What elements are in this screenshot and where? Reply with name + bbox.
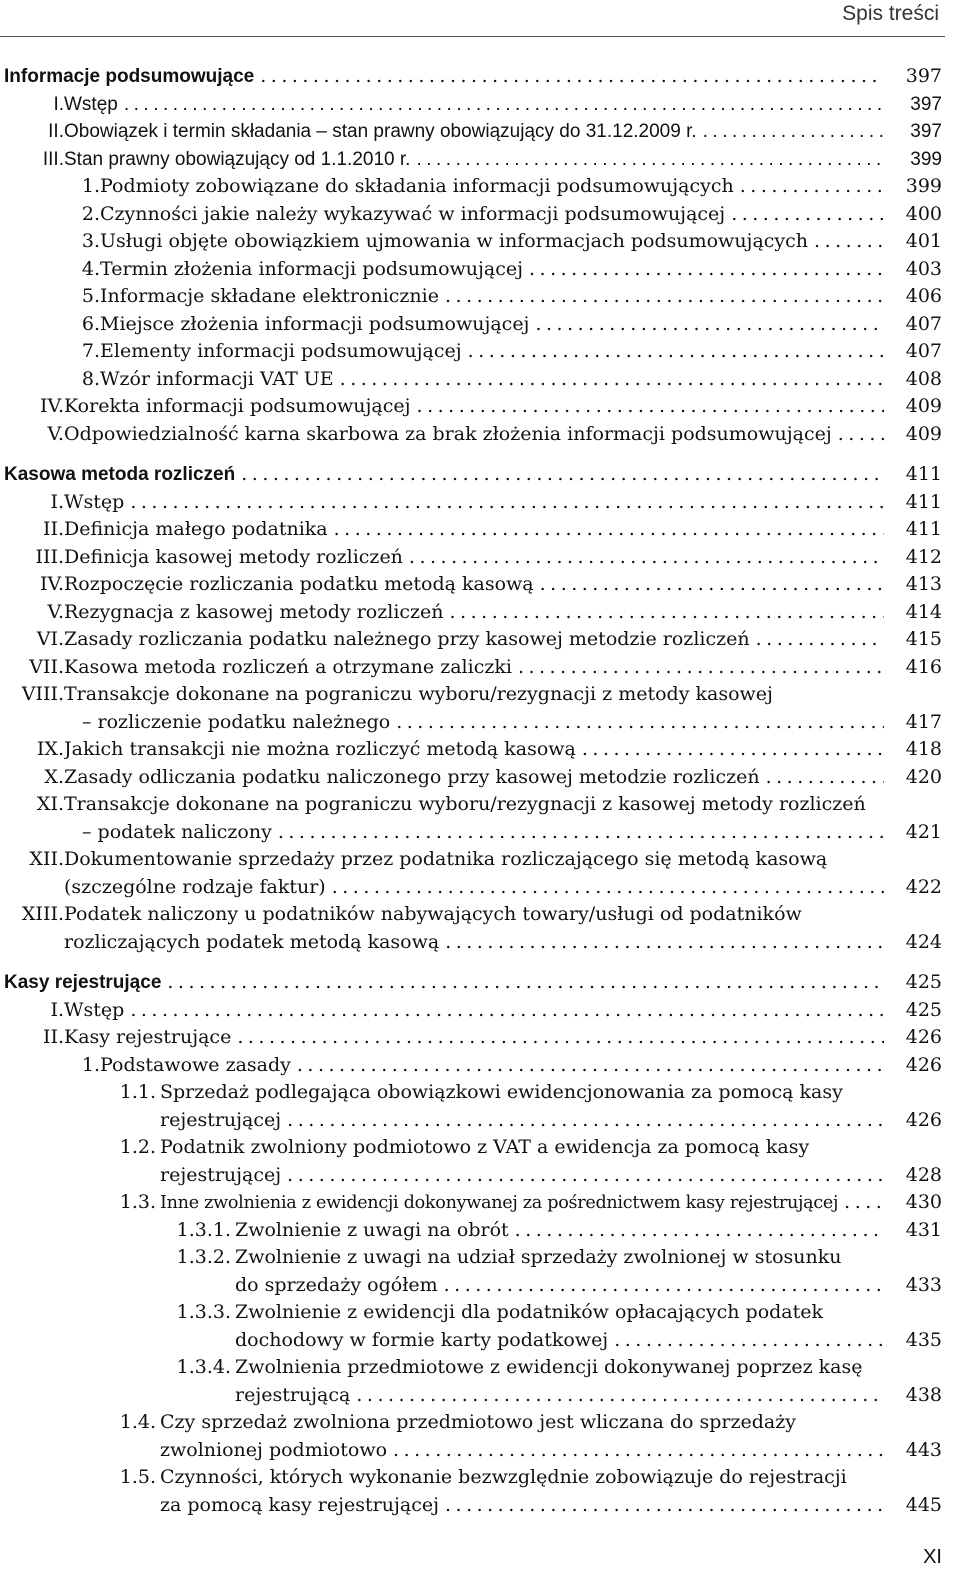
entry-number: III.: [35, 545, 64, 568]
toc-entry[interactable]: [4, 626, 942, 654]
page-number: 426: [905, 1053, 942, 1076]
entry-text: Miejsce złożenia informacji podsumowującej: [100, 312, 530, 335]
entry-number: 1.3.2.: [176, 1246, 231, 1268]
page-number: 406: [905, 285, 942, 307]
entry-text: Czy sprzedaż zwolniona przedmiotowo jest wliczana do sprzedaży: [160, 1411, 796, 1433]
page-number: 445: [905, 1493, 942, 1516]
entry-body: [64, 516, 942, 544]
dot-leader: [814, 228, 884, 256]
entry-body: [64, 626, 942, 654]
entry-body: [160, 1464, 942, 1519]
toc-line: [100, 228, 942, 256]
entry-text: Rezygnacja z kasowej metody rozliczeń: [64, 600, 444, 623]
toc-line: [4, 461, 942, 489]
entry-text: Informacje składane elektronicznie: [100, 285, 439, 307]
entry-number: IX.: [36, 738, 64, 760]
entry-text: Termin złożenia informacji podsumowującej: [100, 257, 524, 280]
entry-body: [64, 146, 942, 174]
dot-leader: [740, 173, 884, 201]
entry-body: [235, 1217, 942, 1245]
entry-body: [64, 91, 942, 119]
page-number: 435: [905, 1328, 942, 1351]
dot-leader: [393, 1437, 884, 1465]
entry-body: [64, 571, 942, 599]
toc-line: [4, 969, 942, 997]
entry-number: X.: [44, 765, 64, 788]
page-number: 412: [905, 545, 942, 568]
entry-text: Zwolnienia przedmiotowe z ewidencji dokonywanej poprzez kasę: [235, 1356, 863, 1378]
entry-number: IV.: [40, 395, 64, 417]
page-number: 428: [905, 1163, 942, 1186]
toc-line: [235, 1217, 942, 1245]
toc-entry[interactable]: [4, 1217, 942, 1245]
entry-text: Podatnik zwolniony podmiotowo z VAT a ewidencja za pomocą kasy: [160, 1136, 810, 1158]
table-of-contents: [4, 63, 942, 1532]
entry-text: za pomocą kasy rejestrującej: [160, 1493, 439, 1516]
dot-leader: [334, 516, 884, 544]
toc-line: [64, 599, 942, 627]
dot-leader: [287, 1162, 884, 1190]
entry-body: [64, 997, 942, 1025]
toc-entry[interactable]: [4, 118, 942, 146]
entry-body: [64, 764, 942, 792]
entry-body: [160, 1079, 942, 1134]
entry-text: Zasady rozliczania podatku należnego przy kasowej metodzie rozliczeń: [64, 628, 750, 650]
entry-text: Kasy rejestrujące: [64, 1026, 232, 1048]
section-title: Informacje podsumowujące: [4, 66, 255, 87]
toc-line: [100, 338, 942, 366]
toc-entry[interactable]: [4, 173, 942, 201]
toc-entry[interactable]: [4, 791, 942, 846]
entry-number: 8.: [81, 367, 100, 390]
entry-number: 1.4.: [119, 1411, 156, 1433]
entry-text: Czynności, których wykonanie bezwzględnie zobowiązuje do rejestracji: [160, 1466, 847, 1488]
section-title: Kasy rejestrujące: [4, 972, 162, 993]
page-number: 397: [905, 65, 942, 87]
entry-number: 1.3.: [119, 1191, 156, 1213]
page-number: 411: [905, 490, 942, 513]
toc-entry[interactable]: [4, 146, 942, 174]
entry-body: [64, 654, 942, 682]
page-number: 433: [905, 1273, 942, 1296]
entry-body: [160, 1409, 942, 1464]
entry-text: Wstęp: [64, 93, 118, 115]
toc-entry[interactable]: [4, 393, 942, 421]
page-number: 411: [905, 463, 942, 485]
dot-leader: [838, 421, 884, 449]
dot-leader: [124, 91, 884, 119]
toc-entry[interactable]: [4, 1299, 942, 1354]
entry-number: III.: [42, 148, 64, 170]
toc-line: [64, 118, 942, 146]
toc-entry[interactable]: [4, 1464, 942, 1519]
entry-text: Podatek naliczony u podatników nabywających towary/usługi od podatników: [64, 903, 802, 925]
section-title-row[interactable]: [4, 63, 942, 91]
page-number: 420: [905, 765, 942, 788]
toc-line: [64, 626, 942, 654]
entry-text: Definicja kasowej metody rozliczeń: [64, 545, 403, 568]
dot-leader: [515, 1217, 884, 1245]
entry-text: Czynności jakie należy wykazywać w informacji podsumowującej: [100, 202, 726, 225]
entry-number: 2.: [81, 202, 100, 225]
entry-text: Inne zwolnienia z ewidencji dokonywanej za pośrednictwem kasy rejestrującej: [160, 1193, 839, 1213]
dot-leader: [445, 929, 884, 957]
toc-line: [64, 654, 942, 682]
page-number: 417: [905, 710, 942, 733]
entry-body: [100, 173, 942, 201]
toc-entry[interactable]: [4, 256, 942, 284]
entry-number: I.: [53, 93, 64, 115]
toc-entry[interactable]: [4, 228, 942, 256]
toc-entry[interactable]: [4, 1079, 942, 1134]
toc-entry[interactable]: [4, 1052, 942, 1080]
entry-text: do sprzedaży ogółem: [235, 1273, 438, 1296]
dot-leader: [468, 338, 884, 366]
entry-text: Zwolnienie z uwagi na obrót: [235, 1218, 509, 1241]
entry-text: Wstęp: [64, 490, 125, 513]
section-title-row[interactable]: [4, 461, 942, 489]
entry-number: V.: [47, 422, 64, 445]
entry-number: VII.: [29, 655, 64, 678]
dot-leader: [756, 626, 884, 654]
entry-number: I.: [50, 998, 64, 1021]
toc-entry[interactable]: [4, 338, 942, 366]
toc-entry[interactable]: [4, 736, 942, 764]
page-number: 399: [910, 148, 942, 170]
entry-body: [160, 1134, 942, 1189]
toc-line: [100, 366, 942, 394]
entry-text: Wzór informacji VAT UE: [100, 367, 334, 390]
entry-body: [100, 366, 942, 394]
entry-text: Sprzedaż podlegająca obowiązkowi ewidencjonowania za pomocą kasy: [160, 1081, 843, 1103]
entry-text: Zwolnienie z ewidencji dla podatników opłacających podatek: [235, 1301, 824, 1323]
entry-number: I.: [50, 490, 64, 513]
page-number: 443: [905, 1438, 942, 1461]
page-number: 409: [905, 395, 942, 417]
toc-entry[interactable]: [4, 1354, 942, 1409]
entry-text: Obowiązek i termin składania – stan prawny obowiązujący do 31.12.2009 r.: [64, 121, 697, 142]
page-number: 431: [905, 1218, 942, 1241]
dot-leader: [445, 1492, 884, 1520]
toc-line: [64, 544, 942, 572]
dot-leader: [614, 1327, 884, 1355]
entry-body: [235, 1244, 942, 1299]
page-number: 415: [905, 628, 942, 650]
entry-text: – rozliczenie podatku należnego: [82, 710, 391, 733]
dot-leader: [766, 764, 884, 792]
toc-line: [64, 709, 942, 737]
entry-text: Korekta informacji podsumowującej: [64, 395, 411, 417]
entry-text: rejestrującej: [160, 1163, 282, 1186]
toc-entry[interactable]: [4, 1134, 942, 1189]
dot-leader: [260, 63, 884, 91]
entry-body: [64, 599, 942, 627]
page-number: 414: [905, 600, 942, 623]
toc-entry[interactable]: [4, 489, 942, 517]
toc-line: [64, 997, 942, 1025]
page-number: 422: [905, 875, 942, 898]
toc-entry[interactable]: [4, 1024, 942, 1052]
toc-line: [160, 1162, 942, 1190]
dot-leader: [396, 709, 884, 737]
toc-line: [160, 1437, 942, 1465]
dot-leader: [167, 969, 884, 997]
toc-entry[interactable]: [4, 201, 942, 229]
page-number: 407: [905, 312, 942, 335]
toc-line: [100, 256, 942, 284]
entry-body: [64, 736, 942, 764]
toc-line: [100, 283, 942, 311]
entry-text: Kasowa metoda rozliczeń a otrzymane zaliczki: [64, 655, 512, 678]
toc-line: [64, 393, 942, 421]
toc-entry[interactable]: [4, 997, 942, 1025]
toc-line: [4, 63, 942, 91]
dot-leader: [409, 544, 884, 572]
dot-leader: [332, 874, 884, 902]
entry-body: [64, 489, 942, 517]
page-number: 426: [905, 1108, 942, 1131]
entry-number: 1.3.3.: [176, 1301, 231, 1323]
toc-line: [64, 571, 942, 599]
entry-text: Wstęp: [64, 998, 125, 1021]
entry-text: Transakcje dokonane na pograniczu wyboru/rezygnacji z metody kasowej: [64, 683, 773, 705]
entry-number: 1.: [81, 175, 100, 197]
toc-entry[interactable]: [4, 516, 942, 544]
page-number: 425: [905, 998, 942, 1021]
section-title: Kasowa metoda rozliczeń: [4, 464, 236, 485]
entry-body: [64, 421, 942, 449]
toc-line: [64, 819, 942, 847]
entry-body: [64, 681, 942, 736]
entry-number: 1.3.1.: [176, 1218, 231, 1241]
toc-line: [100, 201, 942, 229]
page-number: 426: [905, 1026, 942, 1048]
entry-number: II.: [42, 518, 64, 540]
toc-entry[interactable]: [4, 1189, 942, 1217]
toc-line: [100, 1052, 942, 1080]
entry-number: VI.: [36, 628, 64, 650]
entry-body: [100, 1052, 942, 1080]
toc-line: [64, 421, 942, 449]
entry-body: [100, 283, 942, 311]
toc-entry[interactable]: [4, 764, 942, 792]
entry-body: [100, 338, 942, 366]
toc-section: [4, 461, 942, 956]
dot-leader: [445, 283, 884, 311]
toc-line: [100, 311, 942, 339]
dot-leader: [241, 461, 884, 489]
dot-leader: [130, 997, 884, 1025]
dot-leader: [703, 118, 884, 146]
page-number: 397: [910, 93, 942, 115]
dot-leader: [237, 1024, 884, 1052]
page-number: 408: [905, 367, 942, 390]
entry-text: rejestrującą: [235, 1383, 351, 1406]
dot-leader: [130, 489, 884, 517]
toc-line: [64, 146, 942, 174]
toc-line: [235, 1272, 942, 1300]
dot-leader: [417, 393, 884, 421]
toc-entry[interactable]: [4, 366, 942, 394]
dot-leader: [535, 311, 884, 339]
toc-line: [64, 516, 942, 544]
entry-text: (szczególne rodzaje faktur): [64, 875, 326, 898]
dot-leader: [540, 571, 884, 599]
entry-number: VIII.: [21, 683, 64, 705]
toc-line: [160, 1492, 942, 1520]
dot-leader: [731, 201, 884, 229]
entry-body: [64, 1024, 942, 1052]
entry-number: 1.5.: [119, 1466, 156, 1488]
entry-body: [64, 393, 942, 421]
entry-number: II.: [42, 1026, 64, 1048]
page-number: XI: [923, 1546, 942, 1568]
entry-number: 4.: [81, 257, 100, 280]
page-number: 411: [905, 518, 942, 540]
dot-leader: [529, 256, 884, 284]
toc-line: [64, 929, 942, 957]
entry-text: Usługi objęte obowiązkiem ujmowania w informacjach podsumowujących: [100, 230, 809, 252]
running-header-title: Spis treści: [842, 2, 939, 25]
toc-entry[interactable]: [4, 421, 942, 449]
section-title-row[interactable]: [4, 969, 942, 997]
page-number: 430: [905, 1191, 942, 1213]
page-number: 438: [905, 1383, 942, 1406]
entry-text: rejestrującej: [160, 1108, 282, 1131]
entry-text: Rozpoczęcie rozliczania podatku metodą kasową: [64, 573, 534, 595]
toc-entry[interactable]: [4, 681, 942, 736]
entry-text: Transakcje dokonane na pograniczu wyboru/rezygnacji z kasowej metody rozliczeń: [64, 793, 866, 815]
entry-text: dochodowy w formie karty podatkowej: [235, 1328, 609, 1351]
entry-body: [160, 1189, 942, 1217]
toc-line: [160, 1107, 942, 1135]
toc-entry[interactable]: [4, 599, 942, 627]
toc-entry[interactable]: [4, 544, 942, 572]
entry-text: zwolnionej podmiotowo: [160, 1438, 388, 1461]
entry-body: [100, 256, 942, 284]
toc-entry[interactable]: [4, 846, 942, 901]
toc-line: [100, 173, 942, 201]
dot-leader: [278, 819, 884, 847]
toc-line: [64, 1024, 942, 1052]
entry-text: Dokumentowanie sprzedaży przez podatnika rozliczającego się metodą kasową: [64, 848, 828, 870]
toc-entry[interactable]: [4, 654, 942, 682]
entry-body: [64, 118, 942, 146]
page-number: 424: [905, 930, 942, 953]
dot-leader: [287, 1107, 884, 1135]
toc-entry[interactable]: [4, 91, 942, 119]
dot-leader: [518, 654, 884, 682]
entry-text: Zwolnienie z uwagi na udział sprzedaży zwolnionej w stosunku: [235, 1246, 842, 1268]
dot-leader: [356, 1382, 884, 1410]
entry-text: Definicja małego podatnika: [64, 518, 328, 540]
entry-body: [235, 1354, 942, 1409]
dot-leader: [844, 1189, 884, 1217]
entry-text: Podstawowe zasady: [100, 1053, 291, 1076]
entry-body: [64, 791, 942, 846]
entry-number: 6.: [81, 312, 100, 335]
entry-text: Podmioty zobowiązane do składania informacji podsumowujących: [100, 175, 734, 197]
toc-entry[interactable]: [4, 283, 942, 311]
entry-number: 3.: [81, 230, 100, 252]
toc-entry[interactable]: [4, 1244, 942, 1299]
page-number: 425: [905, 971, 942, 993]
toc-line: [64, 91, 942, 119]
dot-leader: [444, 1272, 884, 1300]
entry-text: Elementy informacji podsumowującej: [100, 340, 462, 362]
toc-line: [64, 489, 942, 517]
toc-line: [160, 1189, 942, 1217]
dot-leader: [582, 736, 884, 764]
toc-line: [64, 874, 942, 902]
entry-body: [64, 846, 942, 901]
entry-body: [64, 544, 942, 572]
entry-text: Odpowiedzialność karna skarbowa za brak złożenia informacji podsumowującej: [64, 422, 832, 445]
entry-number: IV.: [40, 573, 64, 595]
toc-entry[interactable]: [4, 311, 942, 339]
page-number: 409: [905, 422, 942, 445]
toc-line: [64, 764, 942, 792]
entry-number: 7.: [81, 340, 100, 362]
page-number: 399: [905, 175, 942, 197]
entry-number: II.: [48, 121, 64, 142]
toc-entry[interactable]: [4, 571, 942, 599]
entry-text: rozliczających podatek metodą kasową: [64, 930, 440, 953]
page-number: 418: [905, 738, 942, 760]
entry-text: Zasady odliczania podatku naliczonego przy kasowej metodzie rozliczeń: [64, 765, 760, 788]
entry-number: 1.2.: [119, 1136, 156, 1158]
page-number: 401: [905, 230, 942, 252]
entry-number: V.: [47, 600, 64, 623]
entry-text: – podatek naliczony: [82, 820, 272, 843]
entry-body: [64, 901, 942, 956]
entry-text: Stan prawny obowiązujący od 1.1.2010 r.: [64, 148, 411, 170]
toc-line: [235, 1327, 942, 1355]
dot-leader: [340, 366, 884, 394]
page-number: 416: [905, 655, 942, 678]
entry-number: XIII.: [21, 903, 64, 925]
toc-entry[interactable]: [4, 901, 942, 956]
entry-number: 1.: [81, 1053, 100, 1076]
entry-number: 5.: [81, 285, 100, 307]
toc-line: [64, 736, 942, 764]
toc-section: [4, 63, 942, 448]
entry-number: XII.: [29, 848, 64, 870]
entry-number: 1.3.4.: [176, 1356, 231, 1378]
entry-number: XI.: [36, 793, 64, 815]
page-number: 413: [905, 573, 942, 595]
toc-line: [235, 1382, 942, 1410]
page-number: 421: [905, 820, 942, 843]
entry-text: Jakich transakcji nie można rozliczyć metodą kasową: [64, 738, 576, 760]
dot-leader: [416, 146, 884, 174]
page-header: [0, 0, 945, 37]
entry-body: [100, 201, 942, 229]
entry-body: [100, 228, 942, 256]
page-number: 407: [905, 340, 942, 362]
dot-leader: [297, 1052, 884, 1080]
toc-section: [4, 969, 942, 1519]
toc-entry[interactable]: [4, 1409, 942, 1464]
dot-leader: [450, 599, 884, 627]
page-number: 397: [910, 121, 942, 142]
page-number: 400: [905, 202, 942, 225]
page-number: 403: [905, 257, 942, 280]
entry-body: [100, 311, 942, 339]
entry-number: 1.1.: [119, 1081, 156, 1103]
entry-body: [235, 1299, 942, 1354]
